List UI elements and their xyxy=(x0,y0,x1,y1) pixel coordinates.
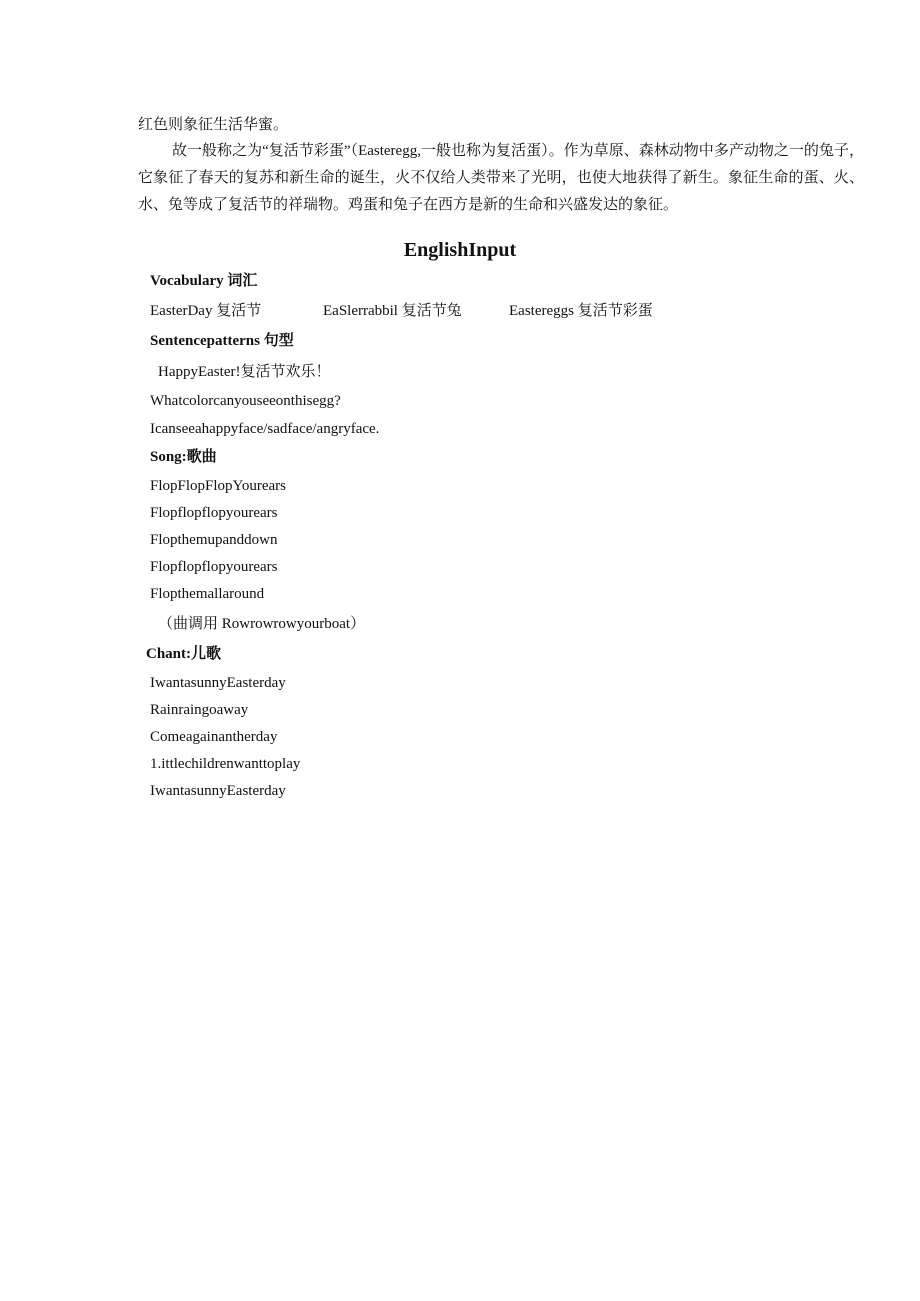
sentence-patterns-heading: Sentencepatterns 句型 xyxy=(150,333,294,349)
vocabulary-item: EasterDay 复活节 xyxy=(150,303,262,319)
song-line: Flopthemallaround xyxy=(150,586,265,602)
sentence-line: Whatcolorcanyouseeonthisegg? xyxy=(150,393,341,409)
song-line: Flopthemupanddown xyxy=(150,532,278,548)
intro-line: 红色则象征生活华蜜。 xyxy=(138,117,289,133)
intro-paragraph: 故一般称之为“复活节彩蛋”（Easteregg,一般也称为复活蛋）。作为草原、森林动物中多产动物之一的兔子，它象征了春天的复苏和新生命的诞生，火不仅给人类带来了光明，也使大地获得了新生。象征生命的蛋、火、水、兔等成了复活节的祥瑞物。鸡蛋和兔子在西方是新的生命和兴盛发达的象征。 xyxy=(138,143,864,213)
vocabulary-item: Eastereggs 复活节彩蛋 xyxy=(509,303,653,319)
sentence-line: Icanseeahappyface/sadface/angryface. xyxy=(150,421,380,437)
chant-line: Rainraingoaway xyxy=(150,702,249,718)
song-tune-note: （曲调用 Rowrowrowyourboat） xyxy=(158,616,366,632)
song-line: Flopflopflopyourears xyxy=(150,559,278,575)
song-heading: Song:歌曲 xyxy=(150,449,217,465)
chant-line: Comeagainantherday xyxy=(150,729,278,745)
vocabulary-heading: Vocabulary 词汇 xyxy=(150,273,258,289)
chant-line: IwantasunnyEasterday xyxy=(150,675,286,691)
chant-line: IwantasunnyEasterday xyxy=(150,783,286,799)
section-title: EnglishInput xyxy=(403,239,517,261)
chant-heading: Chant:儿歌 xyxy=(146,646,222,662)
song-line: FlopFlopFlopYourears xyxy=(150,478,287,494)
vocabulary-item: EaSlerrabbil 复活节兔 xyxy=(323,303,462,319)
chant-line: 1.ittlechildrenwanttoplay xyxy=(150,756,301,772)
sentence-line: HappyEaster!复活节欢乐！ xyxy=(158,364,331,380)
song-line: Flopflopflopyourears xyxy=(150,505,278,521)
